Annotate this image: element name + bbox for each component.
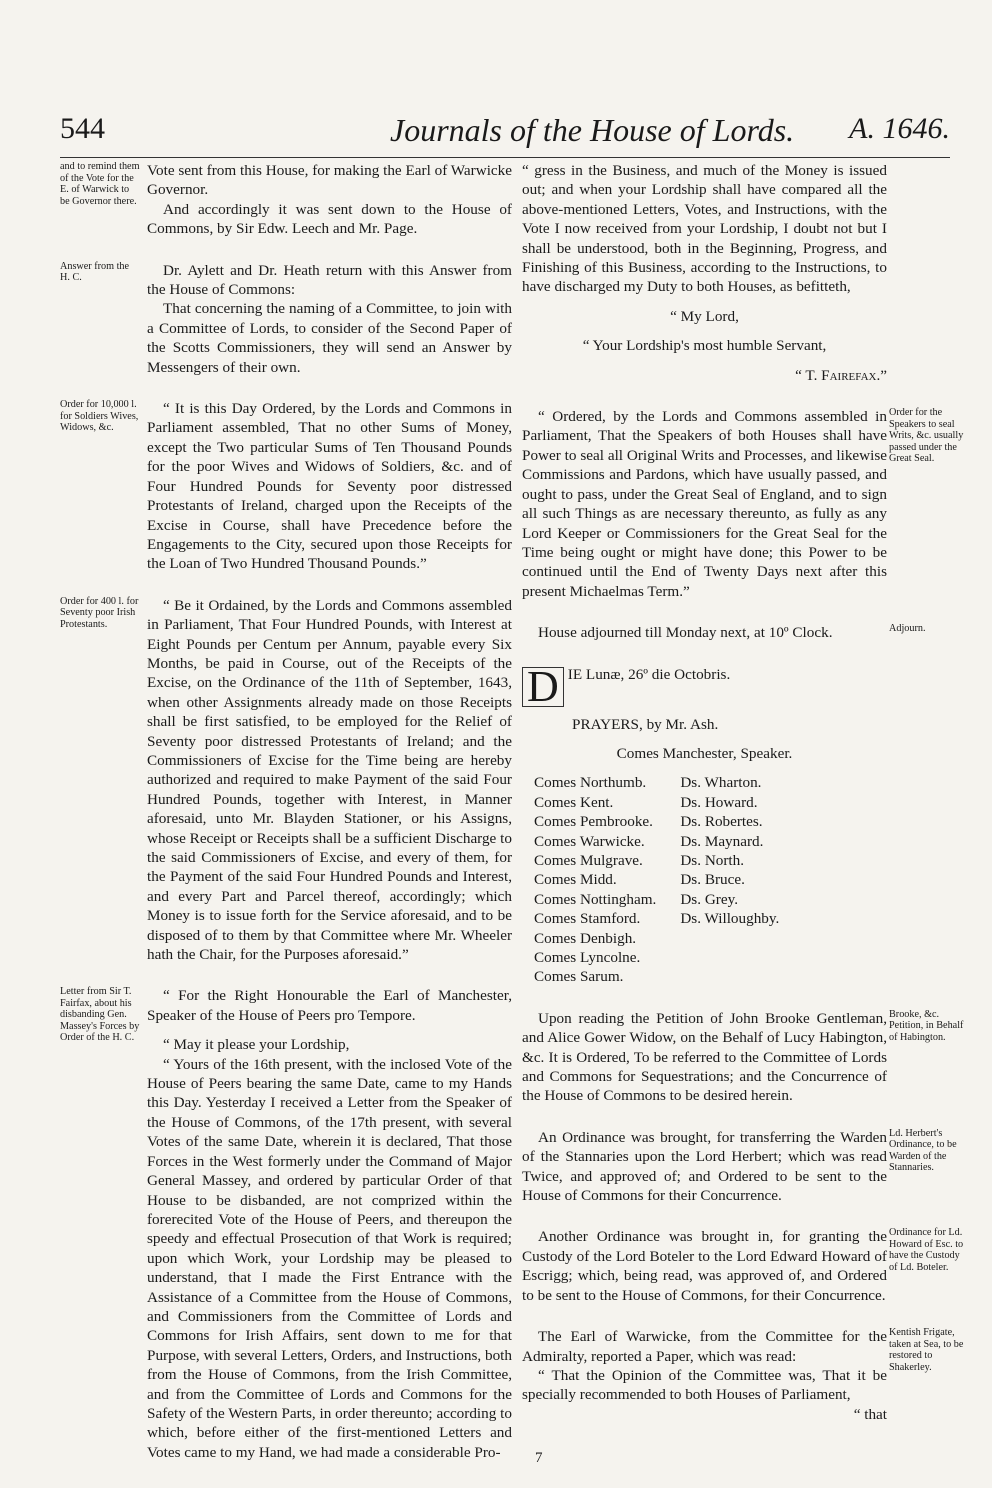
roll-entry: Comes Nottingham. [534,890,657,908]
margin-note: Ordinance for Ld. Howard of Esc. to have the Custody of Ld. Boteler. [889,1227,964,1273]
header-rule [60,157,950,158]
paragraph: Brooke, &c. Petition, in Behalf of Habington. Upon reading the Petition of John Brooke Gentleman, and Alice Gower Widow, on the Behalf of Lucy Habington, &c. It is Ordered, To be referred to the Committee of Lords and Commons for Sequestrations; and the Concurrence of the House of Commons to be desired herein. [522,1009,887,1106]
roll-entry: Ds. Howard. [680,793,758,811]
roll-entry: Ds. Robertes. [680,813,763,831]
closing-line: “ Your Lordship's most humble Servant, [582,337,827,355]
roll-entry: Ds. Wharton. [680,774,762,792]
paragraph: And accordingly it was sent down to the House of Commons, by Sir Edw. Leech and Mr. Page. [147,200,512,238]
paragraph: Ordinance for Ld. Howard of Esc. to have the Custody of Ld. Boteler. Another Ordinance was brought in, for granting the Custody of the Lord Boteler to the Lord Edward Howard of Escrigg; which, being read, was approved of, and Ordered to be sent to the House of Commons, for their Concurrence. [522,1227,887,1305]
roll-entry: Comes Mulgrave. [534,851,643,869]
prayers-line: PRAYERS, by Mr. Ash. [572,715,719,733]
margin-note: Kentish Frigate, taken at Sea, to be restored to Shakerley. [889,1327,964,1373]
right-column [522,161,964,1424]
roll-entry: Comes Midd. [534,871,617,889]
paragraph: “ gress in the Business, and much of the Money is issued out; and when your Lordship shall have compared all the above-mentioned Letters, Votes, and Instructions, with the Vote I now received from your Lordship, I doubt not but I shall be understood, both in the Beginning, Progress, and Finishing of this Business, according to the Instructions, to have discharged my Duty to both Houses, as befitteth, [522,162,887,296]
paragraph: “ That the Opinion of the Committee was, That it be specially recommended to both Houses of Parliament, [522,1366,887,1404]
date-heading: D IE Lunæ, 26º die Octobris. [522,665,887,684]
roll-earls [534,773,656,986]
paragraph: That concerning the naming of a Committee, to join with a Committee of Lords, to consider of the Second Paper of the Scotts Commissioners, they will send an Answer by Messengers of their own. [147,300,512,376]
margin-note: Adjourn. [889,623,926,635]
margin-note: and to remind them of the Vote for the E. of Warwick to be Governor there. [60,161,140,207]
margin-note: Letter from Sir T. Fairfax, about his disbanding Gen. Massey's Forces by Order of the H. C. [60,986,140,1044]
roll-entry: Ds. Grey. [680,890,738,908]
page-header [60,112,950,160]
paragraph: Answer from the H. C. Dr. Aylett and Dr. Heath return with this Answer from the House of Commons: [60,260,512,299]
signature-line: “ T. Fairefax.” [795,366,887,384]
closing-salutation: “ My Lord, [670,307,739,325]
roll-entry: Comes Denbigh. [534,929,637,947]
roll-entry: Comes Warwicke. [534,832,645,850]
roll-entry: Ds. Maynard. [680,832,764,850]
paragraph: Ld. Herbert's Ordinance, to be Warden of the Stannaries. An Ordinance was brought, for transferring the Warden of the Stannaries upon the Lord Herbert; which was read Twice, and approved of; and Ordered to be sent to the House of Commons for their Concurrence. [522,1128,887,1206]
margin-note: Order for the Speakers to seal Writs, &c. usually passed under the Great Seal. [889,407,964,465]
catchword: “ that [853,1405,887,1423]
page-number: 544 [60,112,105,145]
margin-note: Order for 10,000 l. for Soldiers Wives, Widows, &c. [60,399,139,434]
margin-note: Brooke, &c. Petition, in Behalf of Habington. [889,1008,964,1043]
journal-title: Journals of the House of Lords. [390,112,795,148]
paragraph: “ May it please your Lordship, [163,1036,350,1054]
margin-note: Ld. Herbert's Ordinance, to be Warden of the Stannaries. [889,1127,957,1174]
signature-mark: 7 [535,1450,543,1466]
margin-note: Order for 400 l. for Seventy poor Irish Protestants. [60,595,139,630]
paragraph: “ Yours of the 16th present, with the inclosed Vote of the House of Peers bearing the same Date, came to my Hands this Day. Yesterday I received a Letter from the Speaker of the House of Commons, of the 17th present, with several Votes of the same Date, wherein it is declared, That those Forces in the West formerly under the Command of Major General Massey, and ordered by particular Order of that House to be disbanded, are not comprized within the forerecited Vote of the House of Peers, and thereupon the speedy and effectual Prosecution of that Work is required; upon which Work, your Lordship may be pleased to understand, that I made the First Entrance with the Assistance of a Committee from the House of Commons, and Commissioners from the Committee of Lords and Commons for Irish Affairs, sent down to me for that Purpose, with several Letters, Orders, and Instructions, both from the House of Commons, from the Irish Committee, and from the Committee of Lords and Commons for the Safety of the Western Parts, in order thereunto; according to which, before either of the first-mentioned Letters and Votes came to my Hand, we had made a considerable Pro- [147,1055,512,1461]
roll-entry: Comes Kent. [534,793,614,811]
roll-barons [680,773,779,986]
paragraph: Letter from Sir T. Fairfax, about his disbanding Gen. Massey's Forces by Order of the H. C. “ For the Right Honourable the Earl of Manchester, Speaker of the House of Peers pro Tempore. [60,986,512,1044]
paragraph: Adjourn. House adjourned till Monday next, at 10º Clock. [522,623,887,642]
attendance-roll [534,773,887,986]
roll-entry: Comes Stamford. [534,910,641,928]
drop-cap: D [522,667,564,707]
speaker-line: Comes Manchester, Speaker. [616,744,793,762]
roll-entry: Comes Lyncolne. [534,949,641,966]
paragraph: Order for the Speakers to seal Writs, &c. usually passed under the Great Seal. “ Ordered, by the Lords and Commons assembled in Parliament, That the Speakers of both Houses shall have Power to seal all Original Writs and Processes, and likewise Commissions and Pardons, which have usually passed, and ought to pass, under the Great Seal of England, and to sign all such Things as are necessary thereunto, as fully as any Lord Keeper or Commissioners for the Great Seal for the Time being ought or might have done; this Power to be continued until the End of Twenty Days next after this present Michaelmas Term.” [522,407,887,601]
left-column [60,161,512,1462]
roll-entry: Ds. North. [680,851,745,869]
roll-entry: Ds. Bruce. [680,871,745,889]
margin-note: Answer from the H. C. [60,260,130,284]
roll-entry: Comes Northumb. [534,774,647,792]
roll-entry: Ds. Willoughby. [680,910,780,928]
paragraph: and to remind them of the Vote for the E. of Warwick to be Governor there. Vote sent from this House, for making the Earl of Warwicke Governor. [60,161,512,207]
roll-entry: Comes Pembrooke. [534,813,653,831]
paragraph: Order for 400 l. for Seventy poor Irish Protestants. “ Be it Ordained, by the Lords and Commons assembled in Parliament, That Four Hundred Pounds, with Interest at Eight Pounds per Centum per Annum, payable every Six Months, be paid in Course, out of the Receipts of the Excise, on the Ordinance of the 11th of September, 1643, when other Assignments already made on those Receipts shall be first satisfied, to be employed for the Relief of Seventy poor distressed Protestants of Ireland; and the Commissioners of Excise for the Time being are hereby authorized and required to make Payment of the said Four Hundred Pounds, together with Interest, in Manner aforesaid, unto Mr. Blayden Stationer, or his Assigns, whose Receipt or Receipts shall be a sufficient Discharge to the said Commissioners of Excise, and every of them, for the Payment of the said Four Hundred Pounds and Interest, and every Part and Parcel thereof, accordingly; which Money is to issue forth for the Service aforesaid, and to be disposed of to them by that Committee where Mr. Wheeler hath the Chair, for the Purposes aforesaid.” [60,595,512,964]
paragraph: Kentish Frigate, taken at Sea, to be restored to Shakerley. The Earl of Warwicke, from the Committee for the Admiralty, reported a Paper, which was read: [522,1327,887,1366]
year: A. 1646. [849,112,950,145]
paragraph: Order for 10,000 l. for Soldiers Wives, Widows, &c. “ It is this Day Ordered, by the Lords and Commons in Parliament assembled, That no other Sums of Money, except the Two particular Sums of Ten Thousand Pounds for the poor Wives and Widows of Soldiers, &c. and of Four Hundred Pounds for Seventy poor distressed Protestants of Ireland, charged upon the Receipts of the Excise in Course, shall have Precedence before the Engagements to the City, secured upon those Receipts for the Loan of Two Hundred Thousand Pounds.” [60,399,512,573]
roll-entry: Comes Sarum. [534,968,624,986]
